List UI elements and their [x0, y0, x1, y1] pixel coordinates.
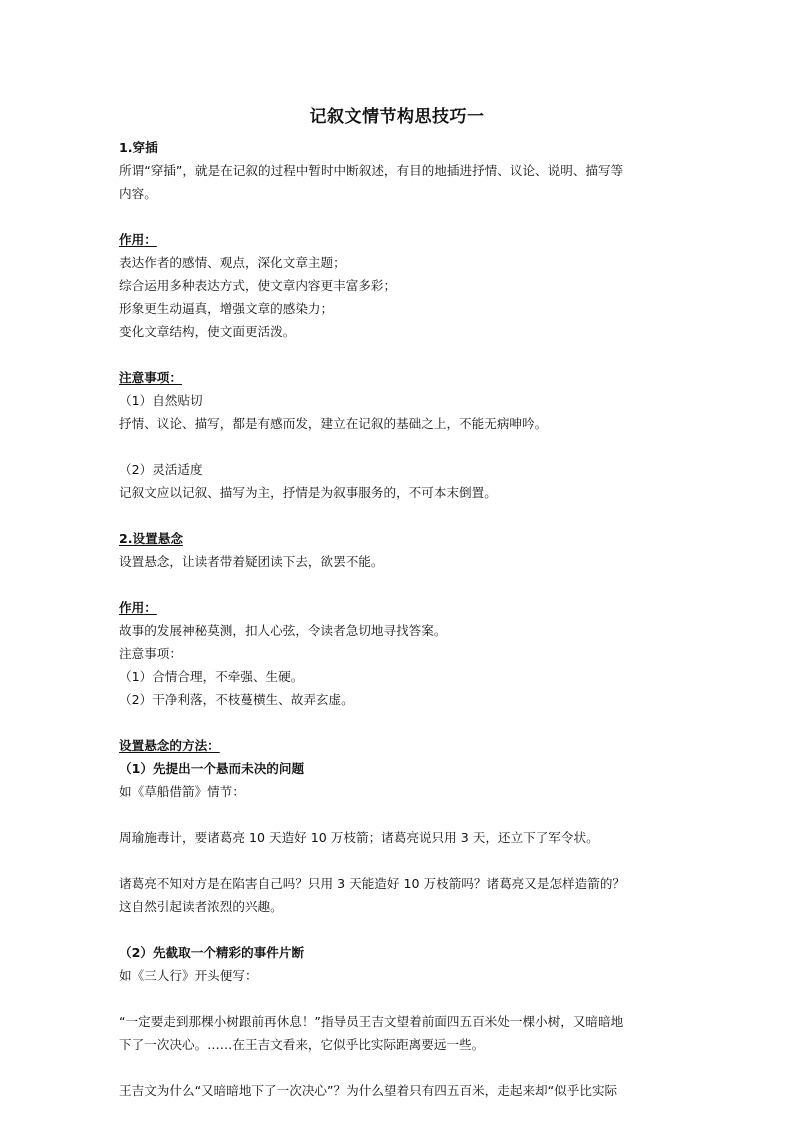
- section-1-notes-heading: 注意事项：: [119, 370, 182, 385]
- section-2-effect-heading: 作用：: [119, 600, 157, 615]
- method-2-title: （2）先截取一个精彩的事件片断: [119, 945, 305, 960]
- section-2-definition: 设置悬念，让读者带着疑团读下去，欲罢不能。: [119, 554, 384, 569]
- section-1-note-1-title: （1）自然贴切: [119, 393, 203, 408]
- section-1-effect-item: 表达作者的感情、观点，深化文章主题；: [119, 255, 346, 270]
- method-2-paragraph-1-line-1: “一定要走到那棵小树跟前再休息！”指导员王吉文望着前面四五百米处一棵小树，又暗暗地: [119, 1014, 624, 1029]
- method-1-intro: 如《草船借箭》情节：: [119, 784, 245, 799]
- section-2-note-item: （1）合情合理，不牵强、生硬。: [119, 669, 304, 684]
- section-1-note-2-title: （2）灵活适度: [119, 462, 203, 477]
- method-2-paragraph-1-line-2: 下了一次决心。……在王吉文看来，它似乎比实际距离要远一些。: [119, 1037, 485, 1052]
- document-body: [119, 136, 681, 1102]
- method-2-paragraph-2-line-1: 王吉文为什么“又暗暗地下了一次决心”？为什么望着只有四五百米，走起来却“似乎比实际: [119, 1083, 618, 1098]
- section-2-note-item: （2）干净利落，不枝蔓横生、故弄玄虚。: [119, 692, 354, 707]
- method-2-intro: 如《三人行》开头便写：: [119, 968, 258, 983]
- section-1-effect-heading: 作用：: [119, 232, 157, 247]
- methods-heading: 设置悬念的方法：: [119, 738, 220, 753]
- section-1-effect-item: 形象更生动逼真，增强文章的感染力；: [119, 301, 334, 316]
- section-1-definition-line-1: 所谓“穿插”，就是在记叙的过程中暂时中断叙述，有目的地插进抒情、议论、说明、描写等: [119, 163, 624, 178]
- method-1-paragraph-2-line-1: 诸葛亮不知对方是在陷害自己吗？只用 3 天能造好 10 万枝箭吗？诸葛亮又是怎样造箭的？: [119, 876, 626, 891]
- section-2-effect-text: 故事的发展神秘莫测，扣人心弦，令读者急切地寻找答案。: [119, 623, 447, 638]
- section-1-heading: 1.穿插: [119, 140, 158, 155]
- section-1-definition-line-2: 内容。: [119, 186, 157, 201]
- section-1-effect-item: 变化文章结构，使文面更活泼。: [119, 324, 296, 339]
- method-1-paragraph-2-line-2: 这自然引起读者浓烈的兴趣。: [119, 899, 283, 914]
- section-1-effect-item: 综合运用多种表达方式，使文章内容更丰富多彩；: [119, 278, 397, 293]
- section-2-notes-label: 注意事项：: [119, 646, 182, 661]
- section-1-note-1-text: 抒情、议论、描写，都是有感而发，建立在记叙的基础之上，不能无病呻吟。: [119, 416, 548, 431]
- method-1-paragraph-1: 周瑜施毒计，要诸葛亮 10 天造好 10 万枝箭；诸葛亮说只用 3 天，还立下了军令状。: [119, 830, 599, 845]
- document-title: 记叙文情节构思技巧一: [309, 107, 485, 127]
- method-1-title: （1）先提出一个悬而未决的问题: [119, 761, 305, 776]
- section-1-note-2-text: 记叙文应以记叙、描写为主，抒情是为叙事服务的，不可本末倒置。: [119, 485, 497, 500]
- section-2-heading: 2.设置悬念: [119, 531, 183, 546]
